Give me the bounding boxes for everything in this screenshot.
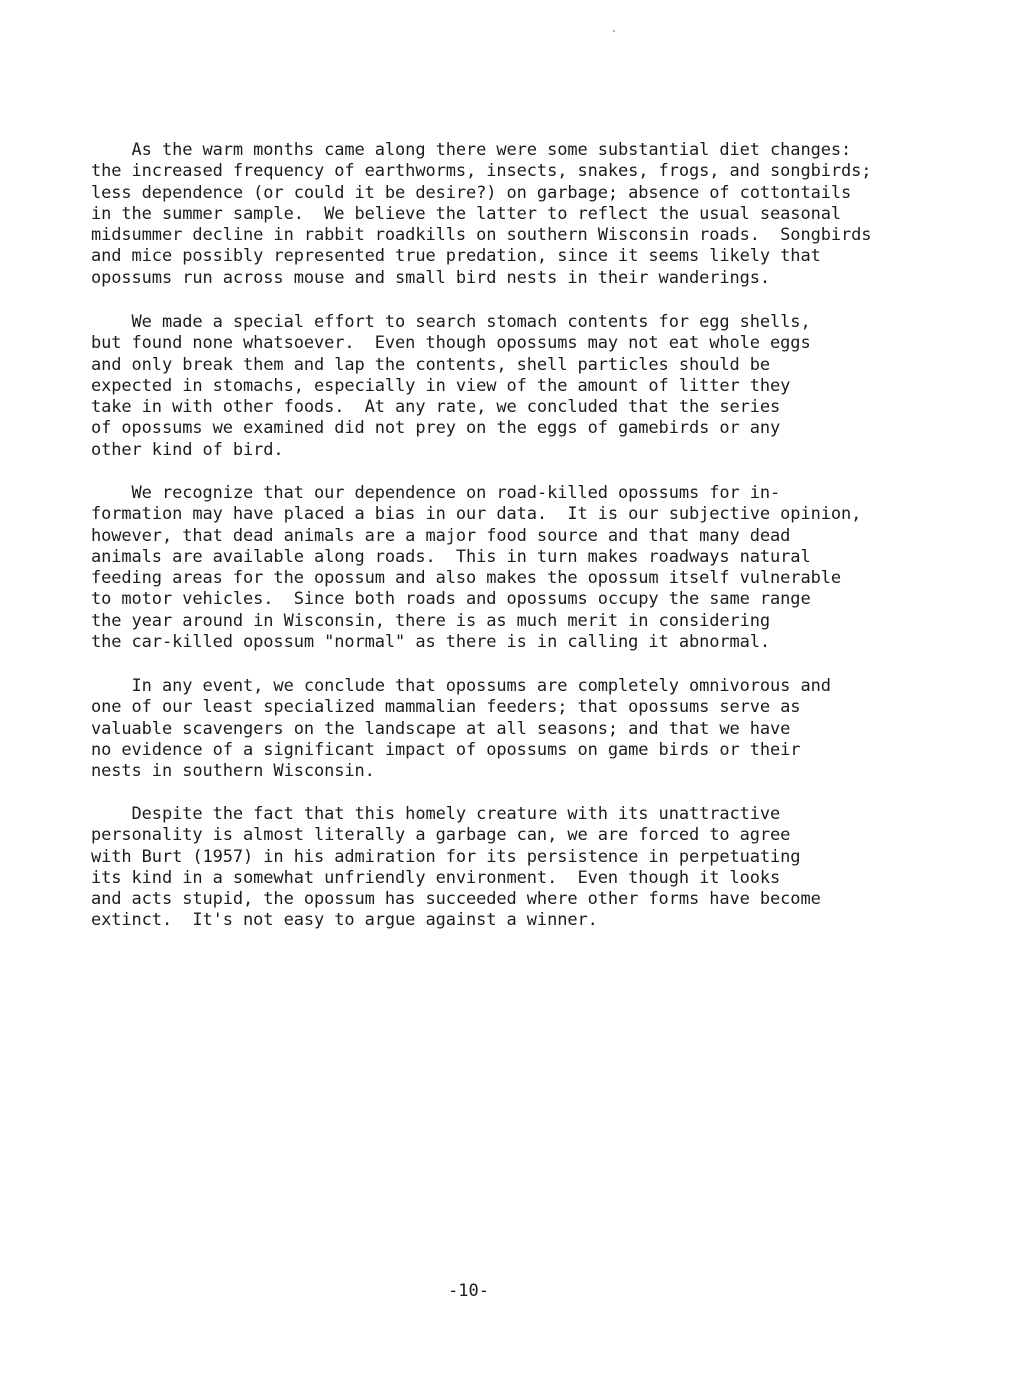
paragraph-closing: Despite the fact that this homely creature with its unattractive personality is almost literally a garbage can, we are forced to agree with Burt (1957) in his admiration for its persistence in perpetuating its kind in a somewhat unfriendly environment. Even though it looks and acts stupid, the opossum has succeeded where other forms have become extinct. It's not easy to argue against a winner.: [91, 804, 821, 931]
paragraph-egg-shells: We made a special effort to search stomach contents for egg shells, but found none whatsoever. Even though opossums may not eat whole eggs and only break them and lap the contents, shell particles should be expected in stomachs, especially in view of the amount of litter they take in with other foods. At any rate, we concluded that the series of opossums we examined did not prey on the eggs of gamebirds or any other kind of bird.: [91, 312, 811, 460]
paragraph-diet-changes: As the warm months came along there were some substantial diet changes: the increased frequency of earthworms, insects, snakes, frogs, and songbirds; less dependence (or could it be desire?) on garbage; absence of cottontails in the summer sample. We believe the latter to reflect the usual seasonal midsummer decline in rabbit roadkills on southern Wisconsin roads. Songbirds and mice possibly represented true predation, since it seems likely that opossums run across mouse and small bird nests in their wanderings.: [91, 140, 872, 288]
scan-speck: [613, 30, 615, 32]
page-number: -10-: [448, 1281, 489, 1301]
paragraph-road-killed-bias: We recognize that our dependence on road-killed opossums for in- formation may have placed a bias in our data. It is our subjective opinion, however, that dead animals are a major food source and that many dead animals are available along roads. This in turn makes roadways natural feeding areas for the opossum and also makes the opossum itself vulnerable to motor vehicles. Since both roads and opossums occupy the same range the year around in Wisconsin, there is as much merit in considering the car-killed opossum "normal" as there is in calling it abnormal.: [91, 483, 862, 653]
paragraph-conclusion: In any event, we conclude that opossums are completely omnivorous and one of our least specialized mammalian feeders; that opossums serve as valuable scavengers on the landscape at all seasons; and that we have no evidence of a significant impact of opossums on game birds or their nests in southern Wisconsin.: [91, 676, 831, 782]
